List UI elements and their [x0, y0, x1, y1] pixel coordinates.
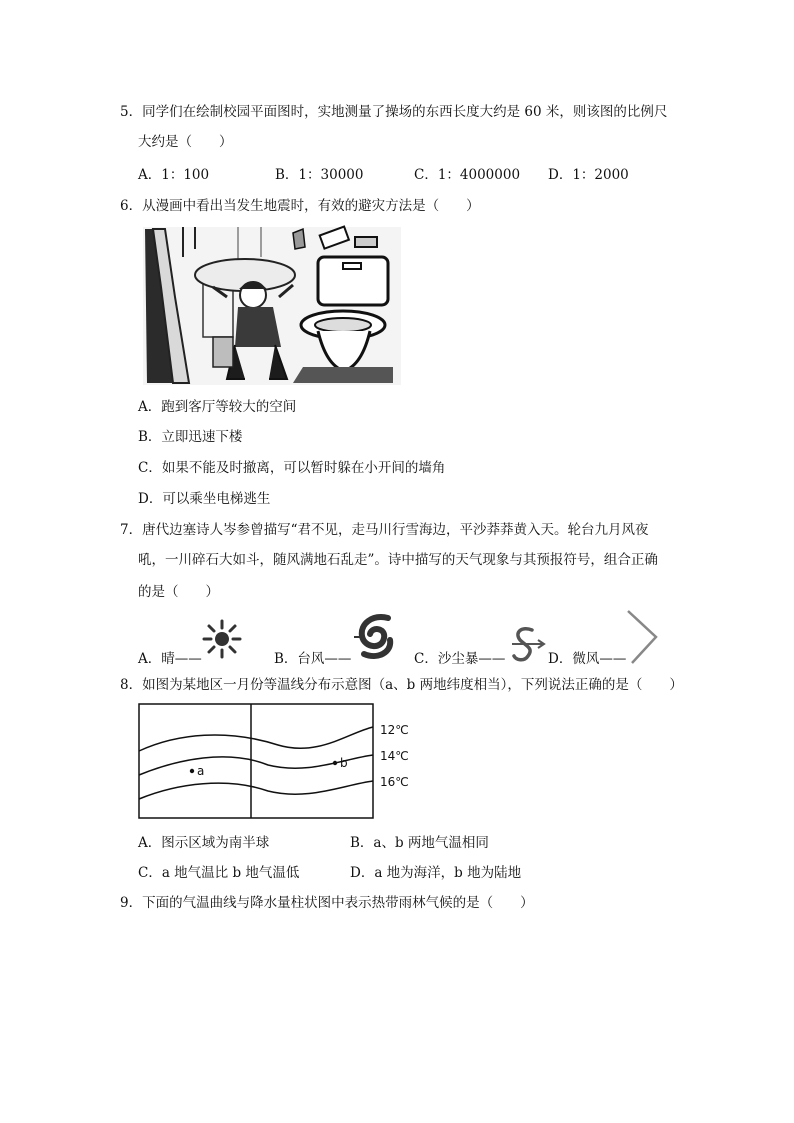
- earthquake-cartoon: [143, 227, 401, 385]
- point-b-label: b: [340, 756, 348, 770]
- q6-option-b[interactable]: B．立即迅速下楼: [138, 429, 243, 445]
- q5-option-c[interactable]: C．1：4000000: [414, 167, 521, 183]
- point-b-dot: [333, 761, 337, 765]
- q7-option-a[interactable]: A．晴——: [138, 651, 202, 667]
- q8-option-d[interactable]: D．a 地为海洋，b 地为陆地: [350, 865, 522, 881]
- point-a-label: a: [197, 764, 205, 778]
- q8-number: 8．: [120, 677, 143, 693]
- q5-stem-line2: 大约是（ ）: [138, 134, 233, 150]
- q6-option-d[interactable]: D．可以乘坐电梯逃生: [138, 491, 271, 507]
- q5-stem-line1: 5．同学们在绘制校园平面图时，实地测量了操场的东西长度大约是 60 米，则该图的比例尺: [120, 104, 668, 120]
- isotherm-map: [138, 703, 418, 821]
- q5-number: 5．: [120, 104, 143, 120]
- q6-option-a[interactable]: A．跑到客厅等较大的空间: [138, 399, 297, 415]
- q6-option-c[interactable]: C．如果不能及时撤离，可以暂时躲在小开间的墙角: [138, 460, 446, 476]
- q8-option-b[interactable]: B．a、b 两地气温相同: [350, 835, 489, 851]
- q7-option-d[interactable]: D．微风——: [548, 651, 627, 667]
- q8-option-a[interactable]: A．图示区域为南半球: [138, 835, 270, 851]
- q5-option-a[interactable]: A．1：100: [138, 167, 210, 183]
- q9-stem: 9．下面的气温曲线与降水量柱状图中表示热带雨林气候的是（ ）: [120, 895, 534, 911]
- q6-number: 6．: [120, 198, 143, 214]
- label-16c: 16℃: [380, 775, 409, 789]
- label-14c: 14℃: [380, 749, 409, 763]
- q7-option-b[interactable]: B．台风——: [274, 651, 352, 667]
- breeze-icon: [624, 609, 660, 665]
- label-12c: 12℃: [380, 723, 409, 737]
- typhoon-icon: [352, 612, 398, 662]
- q6-stem: 6．从漫画中看出当发生地震时，有效的避灾方法是（ ）: [120, 198, 480, 214]
- q7-number: 7．: [120, 522, 143, 538]
- q9-number: 9．: [120, 895, 143, 911]
- sandstorm-icon: [508, 624, 546, 664]
- q5-option-b[interactable]: B．1：30000: [275, 167, 364, 183]
- q7-stem-line2: 吼，一川碎石大如斗，随风满地石乱走”。诗中描写的天气现象与其预报符号，组合正确: [138, 552, 658, 568]
- sun-icon: [202, 619, 242, 659]
- point-a-dot: [190, 769, 194, 773]
- q8-stem: 8．如图为某地区一月份等温线分布示意图（a、b 两地纬度相当），下列说法正确的是（ ）: [120, 677, 683, 693]
- q5-option-d[interactable]: D．1：2000: [548, 167, 629, 183]
- q8-option-c[interactable]: C．a 地气温比 b 地气温低: [138, 865, 300, 881]
- q7-stem-line3: 的是（ ）: [138, 584, 219, 600]
- q7-option-c[interactable]: C．沙尘暴——: [414, 651, 506, 667]
- q7-stem-line1: 7．唐代边塞诗人岑参曾描写“君不见，走马川行雪海边，平沙莽莽黄入天。轮台九月风夜: [120, 522, 649, 538]
